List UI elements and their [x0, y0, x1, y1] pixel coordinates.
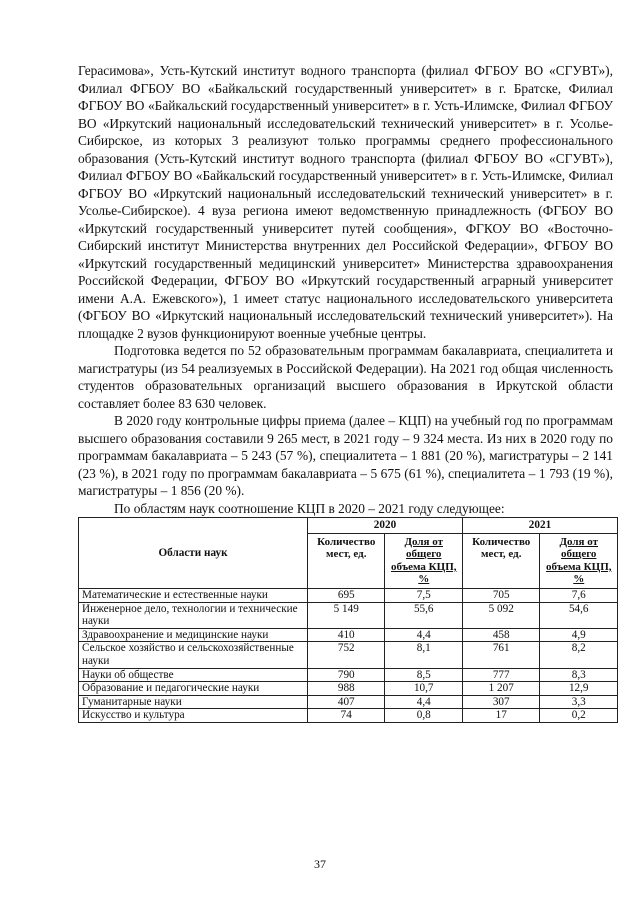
- table-row: [79, 642, 618, 668]
- paragraph-universities: Герасимова», Усть-Кутский институт водного транспорта (филиал ФГБОУ ВО «СГУВТ»), Филиал ФГБОУ ВО «Байкальский государственный университет» в г. Братске, Филиал ФГБОУ ВО «Байкальский государственный университет» в г. Усть-Илимске, Филиал ФГБОУ ВО «Иркутский национальный исследовательский технический университет» в г. Усолье-Сибирское, из которых 3 реализуют только программы среднего профессионального образования (Усть-Кутский институт водного транспорта (филиал ФГБОУ ВО «СГУВТ»), Филиал ФГБОУ ВО «Байкальский государственный университет» в г. Усть-Илимске, Филиал ФГБОУ ВО «Иркутский национальный исследовательский технический университет» в г. Усолье-Сибирское). 4 вуза региона имеют ведомственную принадлежность (ФГБОУ ВО «Иркутский государственный университет путей сообщения», ФГКОУ ВО «Восточно-Сибирский институт Министерства внутренних дел Российской Федерации», ФГБОУ ВО «Иркутский государственный медицинский университет» Министерства здравоохранения Российской Федерации, ФГБОУ ВО «Иркутский государственный аграрный университет имени А.А. Ежевского»), 1 имеет статус национального исследовательского университета (ФГБОУ ВО «Иркутский национальный исследовательский технический университет»). На площадке 2 вузов функционируют военные учебные центры.: [78, 63, 613, 341]
- cell-area: Науки об обществе: [79, 668, 308, 682]
- cell-count-2021: 17: [462, 709, 539, 723]
- cell-share-2020: 4,4: [385, 628, 463, 642]
- table-row: [79, 709, 618, 723]
- page-body: [78, 62, 613, 723]
- paragraph-programs: Подготовка ведется по 52 образовательным программам бакалавриата, специалитета и магистратуры (из 54 реализуемых в Российской Федерации). На 2021 год общая численность студентов образовательных организаций высшего образования в Иркутской области составляет более 83 630 человек.: [78, 343, 613, 411]
- cell-count-2021: 307: [462, 695, 539, 709]
- cell-share-2020: 55,6: [385, 602, 463, 628]
- cell-count-2020: 988: [308, 682, 385, 696]
- header-year-2021: 2021: [462, 518, 617, 534]
- header-count-2020: Количество мест, ед.: [308, 533, 385, 588]
- page-number: 37: [314, 857, 326, 871]
- table-row: [79, 682, 618, 696]
- cell-area: Гуманитарные науки: [79, 695, 308, 709]
- cell-share-2020: 7,5: [385, 588, 463, 602]
- cell-share-2020: 10,7: [385, 682, 463, 696]
- cell-area: Образование и педагогические науки: [79, 682, 308, 696]
- cell-count-2020: 695: [308, 588, 385, 602]
- cell-area: Сельское хозяйство и сельскохозяйственные науки: [79, 642, 308, 668]
- cell-share-2020: 0,8: [385, 709, 463, 723]
- table-intro: По областям наук соотношение КЦП в 2020 – 2021 году следующее:: [114, 500, 505, 516]
- cell-share-2021: 8,2: [540, 642, 618, 668]
- table-row: [79, 668, 618, 682]
- table-row: [79, 628, 618, 642]
- cell-count-2021: 761: [462, 642, 539, 668]
- cell-share-2020: 8,5: [385, 668, 463, 682]
- header-share-2020: Доля от общего объема КЦП, %: [385, 533, 463, 588]
- cell-share-2021: 54,6: [540, 602, 618, 628]
- cell-count-2021: 777: [462, 668, 539, 682]
- table-row: [79, 602, 618, 628]
- cell-share-2021: 12,9: [540, 682, 618, 696]
- cell-share-2021: 7,6: [540, 588, 618, 602]
- cell-count-2021: 5 092: [462, 602, 539, 628]
- header-year-2020: 2020: [308, 518, 463, 534]
- cell-count-2020: 790: [308, 668, 385, 682]
- cell-area: Здравоохранение и медицинские науки: [79, 628, 308, 642]
- cell-count-2021: 458: [462, 628, 539, 642]
- quota-table: [78, 517, 618, 723]
- cell-share-2020: 4,4: [385, 695, 463, 709]
- cell-area: Инженерное дело, технологии и технические науки: [79, 602, 308, 628]
- cell-share-2020: 8,1: [385, 642, 463, 668]
- cell-share-2021: 4,9: [540, 628, 618, 642]
- cell-count-2020: 5 149: [308, 602, 385, 628]
- cell-share-2021: 8,3: [540, 668, 618, 682]
- cell-count-2020: 410: [308, 628, 385, 642]
- cell-count-2020: 407: [308, 695, 385, 709]
- cell-count-2021: 1 207: [462, 682, 539, 696]
- cell-count-2021: 705: [462, 588, 539, 602]
- cell-area: Искусство и культура: [79, 709, 308, 723]
- header-count-2021: Количество мест, ед.: [462, 533, 539, 588]
- cell-count-2020: 74: [308, 709, 385, 723]
- cell-share-2021: 0,2: [540, 709, 618, 723]
- cell-count-2020: 752: [308, 642, 385, 668]
- table-row: [79, 695, 618, 709]
- cell-share-2021: 3,3: [540, 695, 618, 709]
- table-row: [79, 588, 618, 602]
- paragraph-admission-quotas: В 2020 году контрольные цифры приема (далее – КЦП) на учебный год по программам высшего образования составили 9 265 мест, в 2021 году – 9 324 места. Из них в 2020 году по программам бакалавриата – 5 243 (57 %), специалитета – 1 881 (20 %), магистратуры – 2 141 (23 %), в 2021 году по программам бакалавриата – 5 675 (61 %), специалитета – 1 793 (19 %), магистратуры – 1 856 (20 %).: [78, 413, 613, 498]
- cell-area: Математические и естественные науки: [79, 588, 308, 602]
- header-area: Области наук: [79, 518, 308, 589]
- header-share-2021: Доля от общего объема КЦП, %: [540, 533, 618, 588]
